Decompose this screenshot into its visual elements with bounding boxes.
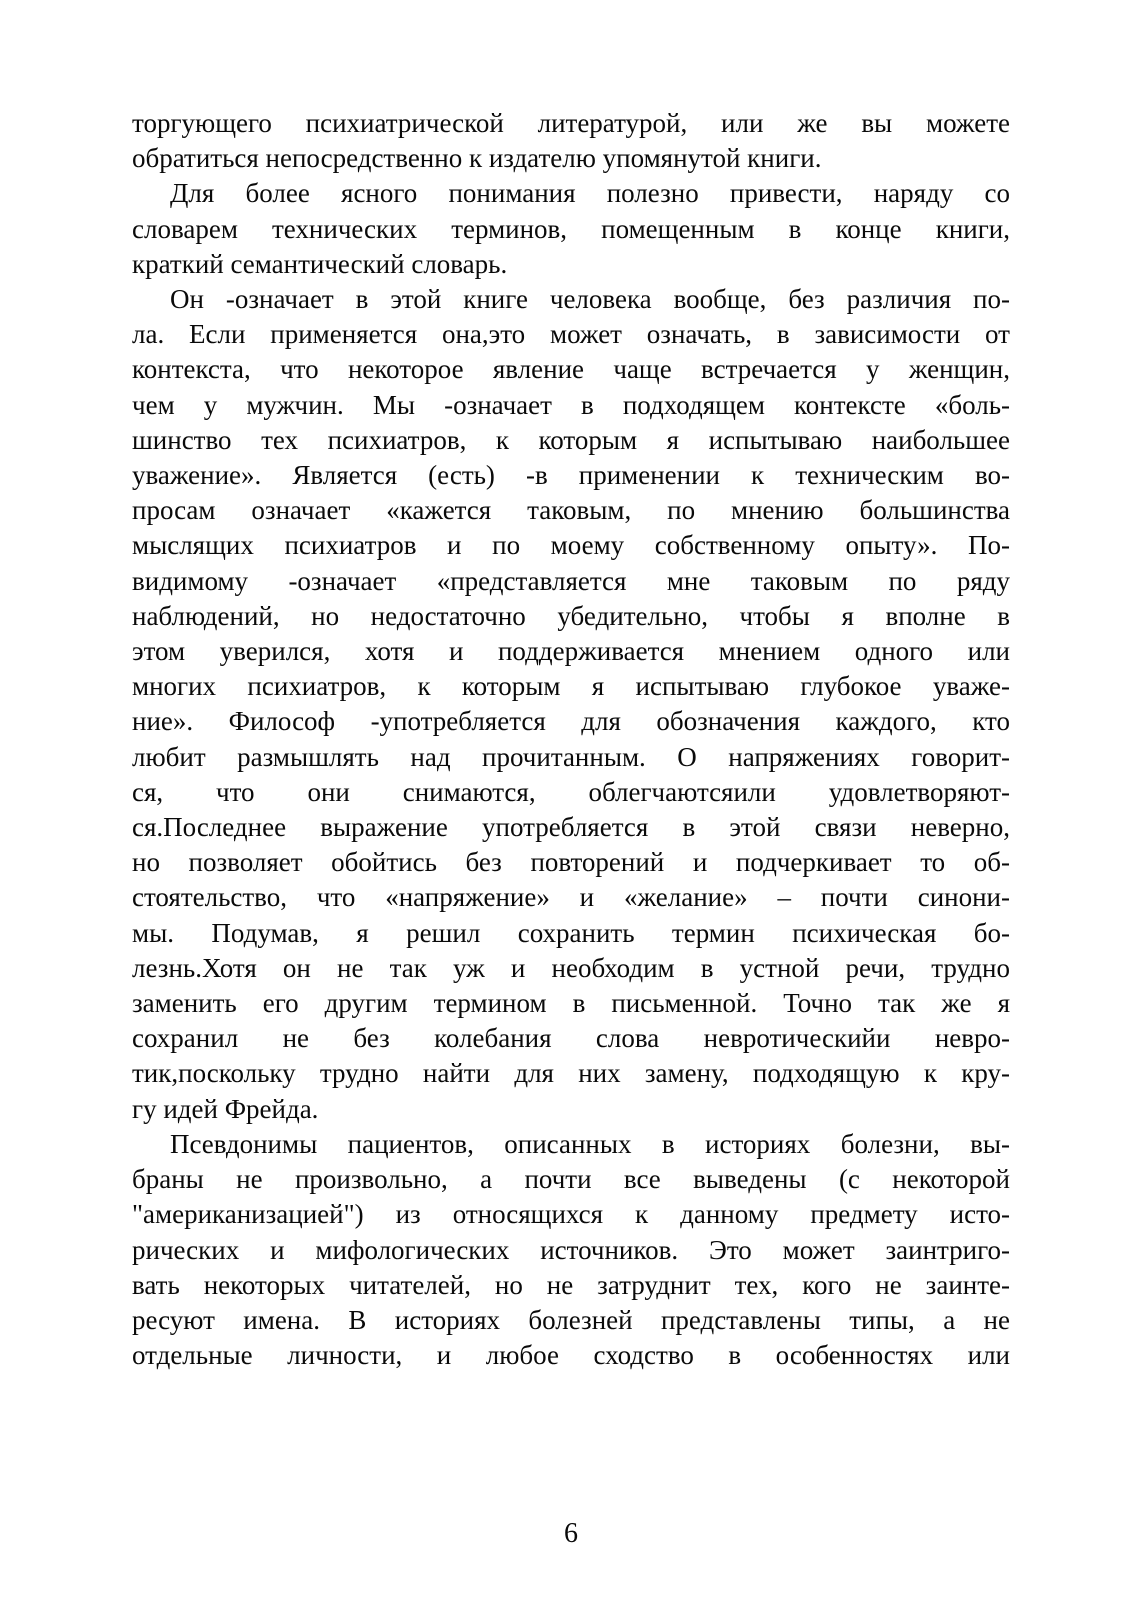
text-line: Он -означает в этой книге человека вообще, без различия по- [170,284,1010,315]
text-line: рических и мифологических источников. Это может заинтриго- [132,1234,1010,1265]
text-line: ние». Философ -употребляется для обозначения каждого, кто [132,706,1010,737]
text-line: вать некоторых читателей, но не затруднит тех, кого не заинте- [132,1269,1010,1300]
text-line: просам означает «кажется таковым, по мнению большинства [132,495,1010,526]
text-line: любит размышлять над прочитанным. О напряжениях говорит- [132,741,1010,772]
text-line: отдельные личности, и любое сходство в особенностях или [132,1340,1010,1371]
text-line: чем у мужчин. Мы -означает в подходящем контексте «боль- [132,389,1010,420]
text-line: мы. Подумав, я решил сохранить термин психическая бо- [132,917,1010,948]
text-line: видимому -означает «представляется мне таковым по ряду [132,565,1010,596]
text-line: многих психиатров, к которым я испытываю глубокое уваже- [132,671,1010,702]
page-number: 6 [564,1518,578,1549]
text-line: шинство тех психиатров, к которым я испытываю наибольшее [132,424,1010,455]
text-line: уважение». Является (есть) -в применении к техническим во- [132,460,1010,491]
text-line: гу идей Фрейда. [132,1093,319,1124]
text-line: наблюдений, но недостаточно убедительно, чтобы я вполне в [132,600,1010,631]
text-line: браны не произвольно, а почти все выведены (с некоторой [132,1164,1010,1195]
text-line: "американизацией") из относящихся к данному предмету исто- [132,1199,1010,1230]
text-line: но позволяет обойтись без повторений и подчеркивает то об- [132,847,1010,878]
text-line: словарем технических терминов, помещенным в конце книги, [132,213,1010,244]
text-line: этом уверился, хотя и поддерживается мнением одного или [132,636,1010,667]
text-line: стоятельство, что «напряжение» и «желание» – почти синони- [132,882,1010,913]
text-line: ся.Последнее выражение употребляется в этой связи неверно, [132,812,1010,843]
text-line: сохранил не без колебания слова невротическийи невро- [132,1023,1010,1054]
text-line: лезнь.Хотя он не так уж и необходим в устной речи, трудно [132,952,1010,983]
text-line: торгующего психиатрической литературой, или же вы можете [132,108,1010,138]
text-line: обратиться непосредственно к издателю упомянутой книги. [132,143,822,174]
text-line: мыслящих психиатров и по моему собственному опыту». По- [132,530,1010,561]
text-line: ресуют имена. В историях болезней представлены типы, а не [132,1304,1010,1335]
text-line: заменить его другим термином в письменной. Точно так же я [132,988,1010,1019]
text-line: тик,поскольку трудно найти для них замену, подходящую к кру- [132,1058,1010,1089]
text-line: контекста, что некоторое явление чаще встречается у женщин, [132,354,1010,385]
text-line: краткий семантический словарь. [132,248,508,279]
text-line: ся, что они снимаются, облегчаютсяили удовлетворяют- [132,776,1010,807]
text-line: ла. Если применяется она,это может означать, в зависимости от [132,319,1010,350]
page-text [132,106,1010,1373]
text-line: Для более ясного понимания полезно привести, наряду со [170,178,1010,209]
text-line: Псевдонимы пациентов, описанных в историях болезни, вы- [170,1128,1010,1159]
